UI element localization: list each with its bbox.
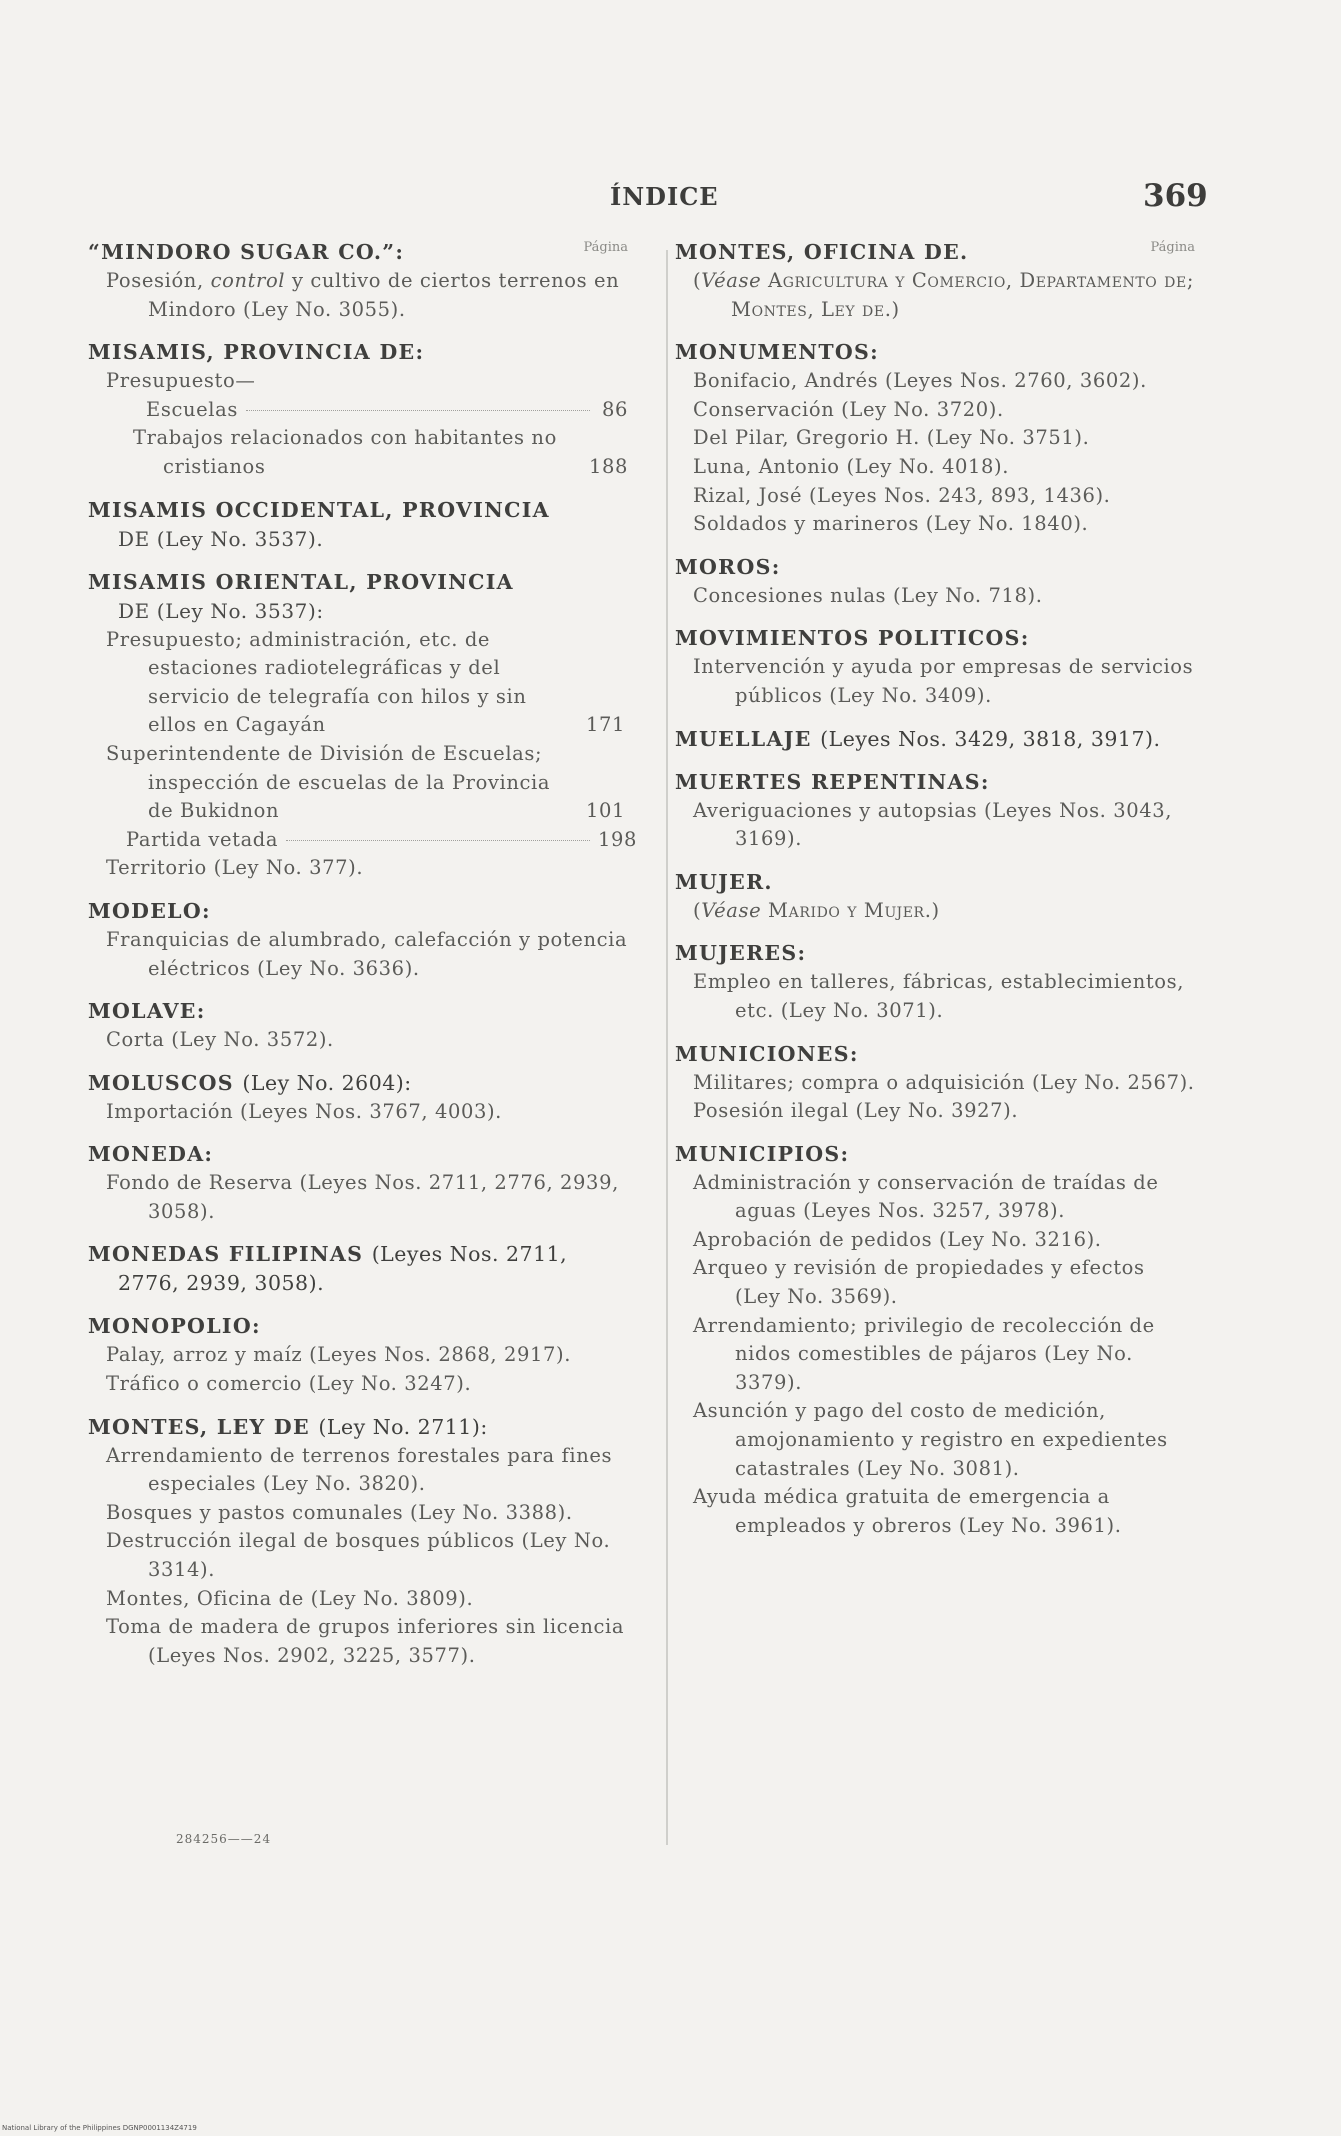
entry-item: Conservación (Ley No. 3720). [693, 397, 1004, 421]
entry-item: Posesión, control y cultivo de ciertos terrenos en Mindoro (Ley No. 3055). [106, 269, 620, 321]
entry-heading: MONTES, LEY DE (Ley No. 2711): [88, 1414, 488, 1439]
entry-item: (Véase Marido y Mujer.) [693, 898, 940, 922]
entry-item: Averiguaciones y autopsias (Leyes Nos. 3043, 3169). [693, 798, 1173, 851]
entry-heading: MUELLAJE (Leyes Nos. 3429, 3818, 3917). [675, 726, 1161, 751]
entry-movimientos-politicos [675, 624, 1195, 710]
entry-item: Militares; compra o adquisición (Ley No. 2567). [693, 1070, 1195, 1094]
right-column [675, 238, 1195, 1554]
entry-item: Soldados y marineros (Ley No. 1840). [693, 512, 1089, 536]
entry-muertes-repentinas [675, 768, 1195, 854]
entry-heading: MISAMIS ORIENTAL, PROVINCIA [88, 569, 514, 594]
entry-item: Arrendamiento; privilegio de recolección de nidos comestibles de pájaros (Ley No. 3379). [693, 1313, 1155, 1394]
entry-muellaje [675, 725, 1195, 754]
entry-item: Luna, Antonio (Ley No. 4018). [693, 454, 1010, 478]
entry-monedas-filipinas [88, 1240, 628, 1298]
entry-monumentos [675, 338, 1195, 539]
entry-item: Aprobación de pedidos (Ley No. 3216). [693, 1227, 1102, 1251]
entry-moros [675, 553, 1195, 611]
entry-misamis-occidental [88, 496, 628, 554]
entry-montes-oficina [675, 238, 1195, 324]
entry-heading: MUERTES REPENTINAS: [675, 769, 990, 794]
entry-heading-cont: DE (Ley No. 3537). [118, 526, 324, 551]
entry-municiones [675, 1040, 1195, 1126]
entry-heading: MOVIMIENTOS POLITICOS: [675, 626, 1030, 651]
entry-item: Posesión ilegal (Ley No. 3927). [693, 1099, 1019, 1123]
entry-item: Partida vetada 198 [126, 827, 638, 851]
entry-item: Concesiones nulas (Ley No. 718). [693, 583, 1043, 607]
entry-heading: MUJER. [675, 869, 773, 894]
entry-heading: MUNICIPIOS: [675, 1141, 850, 1166]
entry-heading: MOLUSCOS (Ley No. 2604): [88, 1070, 412, 1095]
entry-heading-cont: DE (Ley No. 3537): [118, 598, 324, 623]
left-column [88, 238, 638, 1684]
scan-watermark: National Library of the Philippines DGNP0001134Z4719 [2, 2124, 197, 2132]
entry-montes-ley [88, 1413, 628, 1671]
entry-mujeres [675, 939, 1195, 1025]
column-divider [666, 250, 668, 1845]
entry-heading: MONTES, OFICINA DE. [675, 240, 969, 264]
entry-heading: MODELO: [88, 898, 211, 923]
entry-molave [88, 997, 628, 1055]
entry-item: Bonifacio, Andrés (Leyes Nos. 2760, 3602). [693, 369, 1147, 393]
entry-item: Empleo en talleres, fábricas, establecimientos, etc. (Ley No. 3071). [693, 970, 1185, 1022]
entry-item: Superintendente de División de Escuelas; inspección de escuelas de la Provincia de Bukidnon 101 [106, 741, 626, 823]
entry-misamis [88, 338, 628, 481]
entry-heading: MOROS: [675, 554, 781, 579]
entry-misamis-oriental [88, 568, 638, 883]
entry-item: Asunción y pago del costo de medición, amojonamiento y registro en expedientes catastrales (Ley No. 3081). [693, 1399, 1168, 1480]
entry-item: Presupuesto; administración, etc. de estaciones radiotelegráficas y del servicio de telegrafía con hilos y sin ellos en Cagayán 171 [106, 627, 626, 737]
entry-item: Palay, arroz y maíz (Leyes Nos. 2868, 2917). [106, 1343, 571, 1367]
entry-item: Fondo de Reserva (Leyes Nos. 2711, 2776, 2939, 3058). [106, 1171, 619, 1223]
entry-heading: MONEDA: [88, 1142, 214, 1167]
pagina-label-right: Página [1150, 240, 1195, 255]
entry-item: Arrendamiento de terrenos forestales para fines especiales (Ley No. 3820). [106, 1443, 613, 1496]
entry-heading: MONOPOLIO: [88, 1314, 261, 1339]
entry-item: Destrucción ilegal de bosques públicos (Ley No. 3314). [106, 1529, 611, 1582]
pagina-label-left: Página [583, 240, 628, 255]
entry-item: Del Pilar, Gregorio H. (Ley No. 3751). [693, 426, 1090, 450]
entry-item: Presupuesto— [106, 369, 256, 393]
entry-item: Rizal, José (Leyes Nos. 243, 893, 1436). [693, 483, 1111, 507]
entry-item: Arqueo y revisión de propiedades y efectos (Ley No. 3569). [693, 1256, 1145, 1309]
entry-heading: MONEDAS FILIPINAS (Leyes Nos. 2711, 2776, 2939, 3058). [88, 1242, 568, 1296]
entry-mujer [675, 868, 1195, 926]
entry-municipios [675, 1140, 1195, 1541]
entry-heading: MONUMENTOS: [675, 340, 880, 365]
entry-heading: MISAMIS OCCIDENTAL, PROVINCIA [88, 497, 550, 522]
entry-mindoro-sugar [88, 238, 628, 324]
entry-item: Importación (Leyes Nos. 3767, 4003). [106, 1099, 502, 1123]
entry-item: (Véase Agricultura y Comercio, Departamento de; Montes, Ley de.) [693, 269, 1194, 321]
page-number: 369 [1143, 178, 1208, 214]
entry-heading: MOLAVE: [88, 999, 206, 1024]
entry-moneda [88, 1140, 628, 1226]
entry-item: Tráfico o comercio (Ley No. 3247). [106, 1372, 472, 1396]
entry-item: Franquicias de alumbrado, calefacción y potencia eléctricos (Ley No. 3636). [106, 927, 628, 980]
entry-item: Territorio (Ley No. 377). [106, 856, 364, 880]
entry-item: Trabajos relacionados con habitantes no cristianos 188 [133, 426, 628, 478]
entry-item: Intervención y ayuda por empresas de servicios públicos (Ley No. 3409). [693, 655, 1194, 707]
entry-item: Corta (Ley No. 3572). [106, 1028, 334, 1052]
entry-item: Bosques y pastos comunales (Ley No. 3388). [106, 1500, 573, 1524]
entry-item: Montes, Oficina de (Ley No. 3809). [106, 1586, 474, 1610]
entry-heading: MISAMIS, PROVINCIA DE: [88, 340, 425, 365]
entry-heading: “MINDORO SUGAR CO.”: [88, 240, 405, 264]
entry-item: Toma de madera de grupos inferiores sin licencia (Leyes Nos. 2902, 3225, 3577). [106, 1615, 625, 1667]
entry-moluscos [88, 1069, 628, 1127]
entry-heading: MUJERES: [675, 941, 807, 966]
entry-modelo [88, 897, 628, 983]
entry-item: Administración y conservación de traídas de aguas (Leyes Nos. 3257, 3978). [693, 1170, 1159, 1223]
page-header [0, 178, 1341, 218]
running-title: ÍNDICE [610, 182, 719, 211]
printer-code: 284256——24 [176, 1832, 272, 1846]
entry-monopolio [88, 1312, 628, 1398]
entry-item: Escuelas 86 [146, 397, 628, 421]
entry-item: Ayuda médica gratuita de emergencia a empleados y obreros (Ley No. 3961). [693, 1485, 1122, 1537]
entry-heading: MUNICIONES: [675, 1041, 859, 1066]
